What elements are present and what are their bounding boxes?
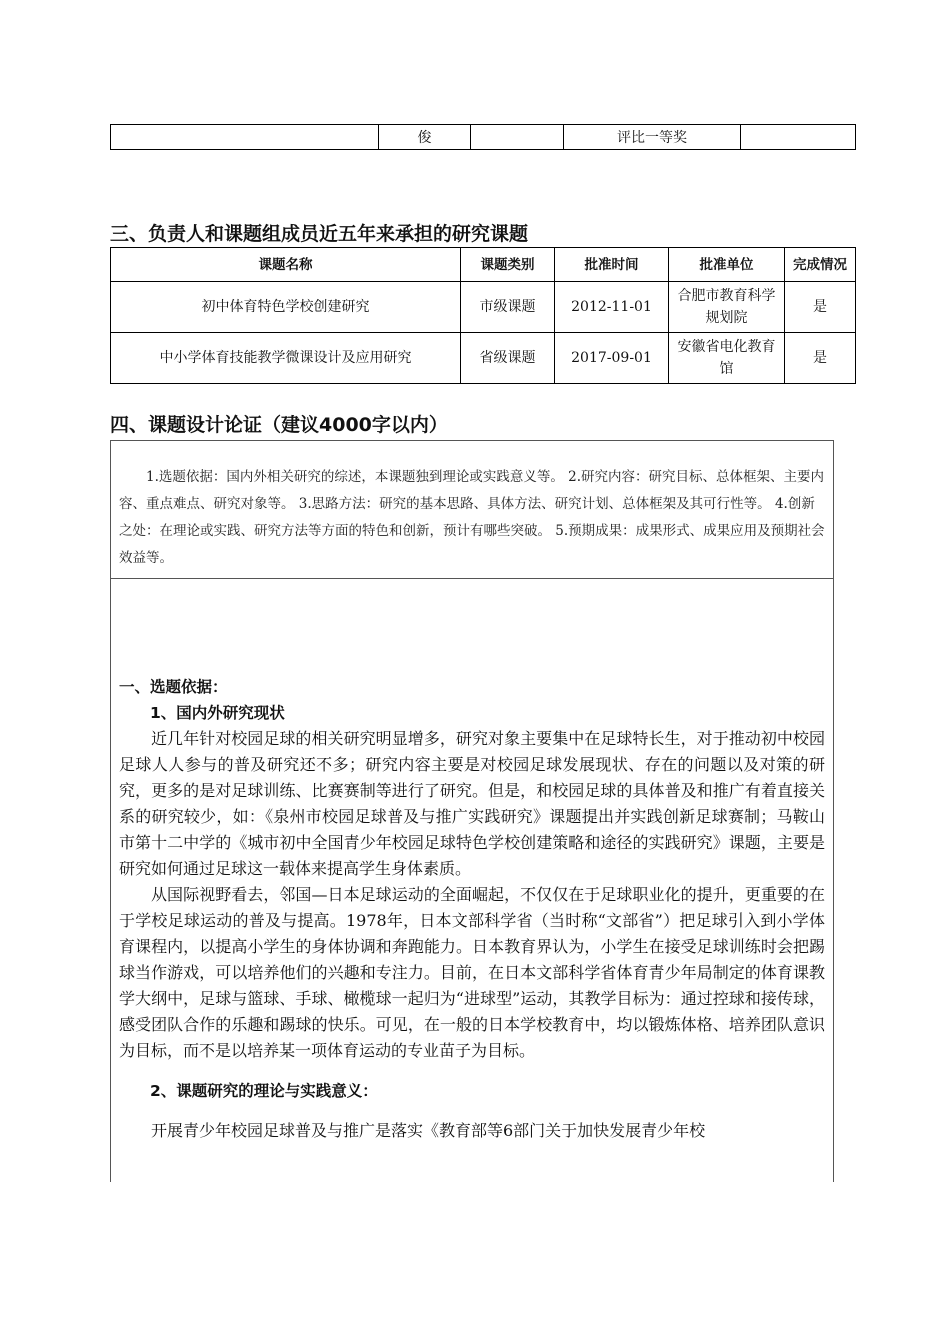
- table-row: [111, 333, 856, 384]
- project-name: 中小学体育技能教学微课设计及应用研究: [111, 333, 461, 384]
- completion-status: 是: [785, 282, 856, 333]
- spacer: [119, 1064, 825, 1078]
- project-name: 初中体育特色学校创建研究: [111, 282, 461, 333]
- column-header: 批准单位: [669, 248, 785, 282]
- heading-significance: 2、课题研究的理论与实践意义：: [150, 1082, 378, 1100]
- approval-date: 2017-09-01: [555, 333, 669, 384]
- argument-body: [111, 579, 833, 1144]
- table-cell: 俊: [379, 125, 471, 150]
- project-category: 市级课题: [461, 282, 555, 333]
- section3-title: 三、负责人和课题组成员近五年来承担的研究课题: [110, 223, 529, 245]
- table-header-row: [111, 248, 856, 282]
- column-header: 完成情况: [785, 248, 856, 282]
- approval-unit: 合肥市教育科学规划院: [669, 282, 785, 333]
- heading-topic-basis: 一、选题依据：: [119, 678, 228, 696]
- column-header: 批准时间: [555, 248, 669, 282]
- section4-title: 四、课题设计论证（建议4000字以内）: [110, 414, 448, 436]
- table-row: [111, 125, 856, 150]
- paragraph: 开展青少年校园足球普及与推广是落实《教育部等6部门关于加快发展青少年校: [151, 1121, 706, 1140]
- completion-status: 是: [785, 333, 856, 384]
- approval-date: 2012-11-01: [555, 282, 669, 333]
- previous-table-continuation: [110, 124, 856, 150]
- heading-research-status: 1、国内外研究现状: [150, 704, 285, 722]
- table-row: [111, 282, 856, 333]
- paragraph: 从国际视野看去，邻国—日本足球运动的全面崛起，不仅仅在于足球职业化的提升，更重要的在于学校足球运动的普及与提高。1978年，日本文部科学省（当时称“文部省”）把足球引入到小学体育课程内，以提高小学生的身体协调和奔跑能力。日本教育界认为，小学生在接受足球训练时会把踢球当作游戏，可以培养他们的兴趣和专注力。目前，在日本文部科学省体育青少年局制定的体育课教学大纲中，足球与篮球、手球、橄榄球一起归为“进球型”运动，其教学目标为：通过控球和接传球，感受团队合作的乐趣和踢球的快乐。可见，在一般的日本学校教育中，均以锻炼体格、培养团队意识为目标，而不是以培养某一项体育运动的专业苗子为目标。: [119, 885, 825, 1060]
- project-category: 省级课题: [461, 333, 555, 384]
- paragraph: 近几年针对校园足球的相关研究明显增多，研究对象主要集中在足球特长生，对于推动初中校园足球人人参与的普及研究还不多；研究内容主要是对校园足球发展现状、存在的问题以及对策的研究，更多的是对足球训练、比赛赛制等进行了研究。但是，和校园足球的具体普及和推广有着直接关系的研究较少，如：《泉州市校园足球普及与推广实践研究》课题提出并实践创新足球赛制；马鞍山市第十二中学的《城市初中全国青少年校园足球特色学校创建策略和途径的实践研究》课题，主要是研究如何通过足球这一载体来提高学生身体素质。: [119, 729, 825, 878]
- table-cell: [111, 125, 379, 150]
- writing-guide: 1.选题依据：国内外相关研究的综述，本课题独到理论或实践意义等。 2.研究内容：研究目标、总体框架、主要内容、重点难点、研究对象等。 3.思路方法：研究的基本思路、具体方法、研究计划、总体框架及其可行性等。 4.创新之处：在理论或实践、研究方法等方面的特色和创新，预计有哪些突破。 5.预期成果：成果形式、成果应用及预期社会效益等。: [111, 441, 833, 579]
- approval-unit: 安徽省电化教育馆: [669, 333, 785, 384]
- column-header: 课题名称: [111, 248, 461, 282]
- design-argument-box: [110, 440, 834, 1182]
- research-projects-table: [110, 247, 856, 384]
- column-header: 课题类别: [461, 248, 555, 282]
- table-cell: [471, 125, 564, 150]
- spacer: [119, 1104, 825, 1118]
- table-cell: 评比一等奖: [564, 125, 741, 150]
- table-cell: [741, 125, 856, 150]
